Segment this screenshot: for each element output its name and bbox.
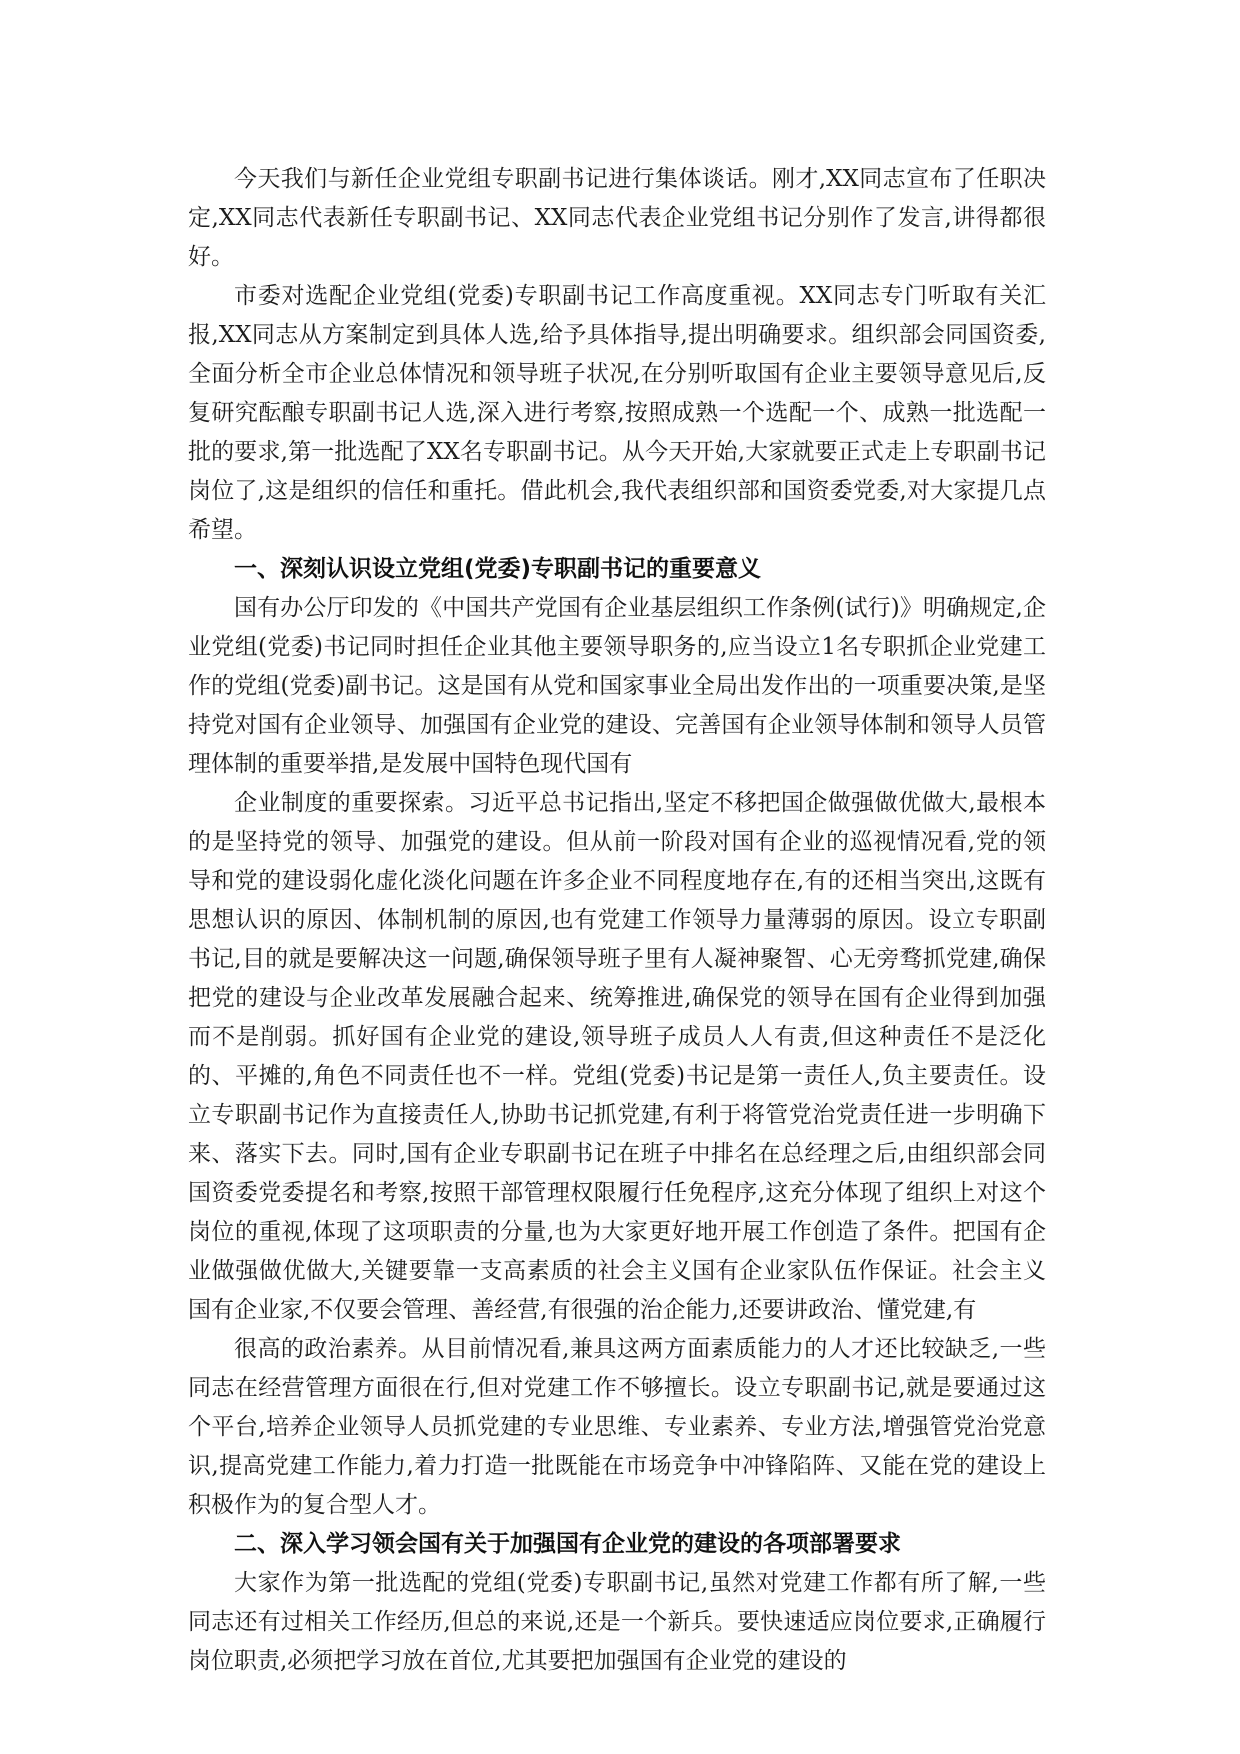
- paragraph-regulation: 国有办公厅印发的《中国共产党国有企业基层组织工作条例(试行)》明确规定,企业党组(党委)书记同时担任企业其他主要领导职务的,应当设立1名专职抓企业党建工作的党组(党委)副书记。这是国有从党和国家事业全局出发作出的一项重要决策,是坚持党对国有企业领导、加强国有企业党的建设、完善国有企业领导体制和领导人员管理体制的重要举措,是发展中国特色现代国有: [188, 595, 1046, 777]
- paragraph-opening: 今天我们与新任企业党组专职副书记进行集体谈话。刚才,XX同志宣布了任职决定,XX同志代表新任专职副书记、XX同志代表企业党组书记分别作了发言,讲得都很好。: [188, 166, 1046, 270]
- paragraph-background: 市委对选配企业党组(党委)专职副书记工作高度重视。XX同志专门听取有关汇报,XX同志从方案制定到具体人选,给予具体指导,提出明确要求。组织部会同国资委,全面分析全市企业总体情况和领导班子状况,在分别听取国有企业主要领导意见后,反复研究酝酿专职副书记人选,深入进行考察,按照成熟一个选配一个、成熟一批选配一批的要求,第一批选配了XX名专职副书记。从今天开始,大家就要正式走上专职副书记岗位了,这是组织的信任和重托。借此机会,我代表组织部和国资委党委,对大家提几点希望。: [188, 283, 1046, 543]
- paragraph-talent: 很高的政治素养。从目前情况看,兼具这两方面素质能力的人才还比较缺乏,一些同志在经营管理方面很在行,但对党建工作不够擅长。设立专职副书记,就是要通过这个平台,培养企业领导人员抓党建的专业思维、专业素养、专业方法,增强管党治党意识,提高党建工作能力,着力打造一批既能在市场竞争中冲锋陷阵、又能在党的建设上积极作为的复合型人才。: [188, 1336, 1046, 1518]
- section-heading-two: 二、深入学习领会国有关于加强国有企业党的建设的各项部署要求: [234, 1531, 901, 1557]
- document-body: [188, 160, 1046, 1681]
- paragraph-study: 大家作为第一批选配的党组(党委)专职副书记,虽然对党建工作都有所了解,一些同志还有过相关工作经历,但总的来说,还是一个新兵。要快速适应岗位要求,正确履行岗位职责,必须把学习放在首位,尤其要把加强国有企业党的建设的: [188, 1570, 1046, 1674]
- section-heading-one: 一、深刻认识设立党组(党委)专职副书记的重要意义: [234, 556, 762, 582]
- paragraph-significance: 企业制度的重要探索。习近平总书记指出,坚定不移把国企做强做优做大,最根本的是坚持党的领导、加强党的建设。但从前一阶段对国有企业的巡视情况看,党的领导和党的建设弱化虚化淡化问题在许多企业不同程度地存在,有的还相当突出,这既有思想认识的原因、体制机制的原因,也有党建工作领导力量薄弱的原因。设立专职副书记,目的就是要解决这一问题,确保领导班子里有人凝神聚智、心无旁骛抓党建,确保把党的建设与企业改革发展融合起来、统筹推进,确保党的领导在国有企业得到加强而不是削弱。抓好国有企业党的建设,领导班子成员人人有责,但这种责任不是泛化的、平摊的,角色不同责任也不一样。党组(党委)书记是第一责任人,负主要责任。设立专职副书记作为直接责任人,协助书记抓党建,有利于将管党治党责任进一步明确下来、落实下去。同时,国有企业专职副书记在班子中排名在总经理之后,由组织部会同国资委党委提名和考察,按照干部管理权限履行任免程序,这充分体现了组织上对这个岗位的重视,体现了这项职责的分量,也为大家更好地开展工作创造了条件。把国有企业做强做优做大,关键要靠一支高素质的社会主义国有企业家队伍作保证。社会主义国有企业家,不仅要会管理、善经营,有很强的治企能力,还要讲政治、懂党建,有: [188, 790, 1046, 1323]
